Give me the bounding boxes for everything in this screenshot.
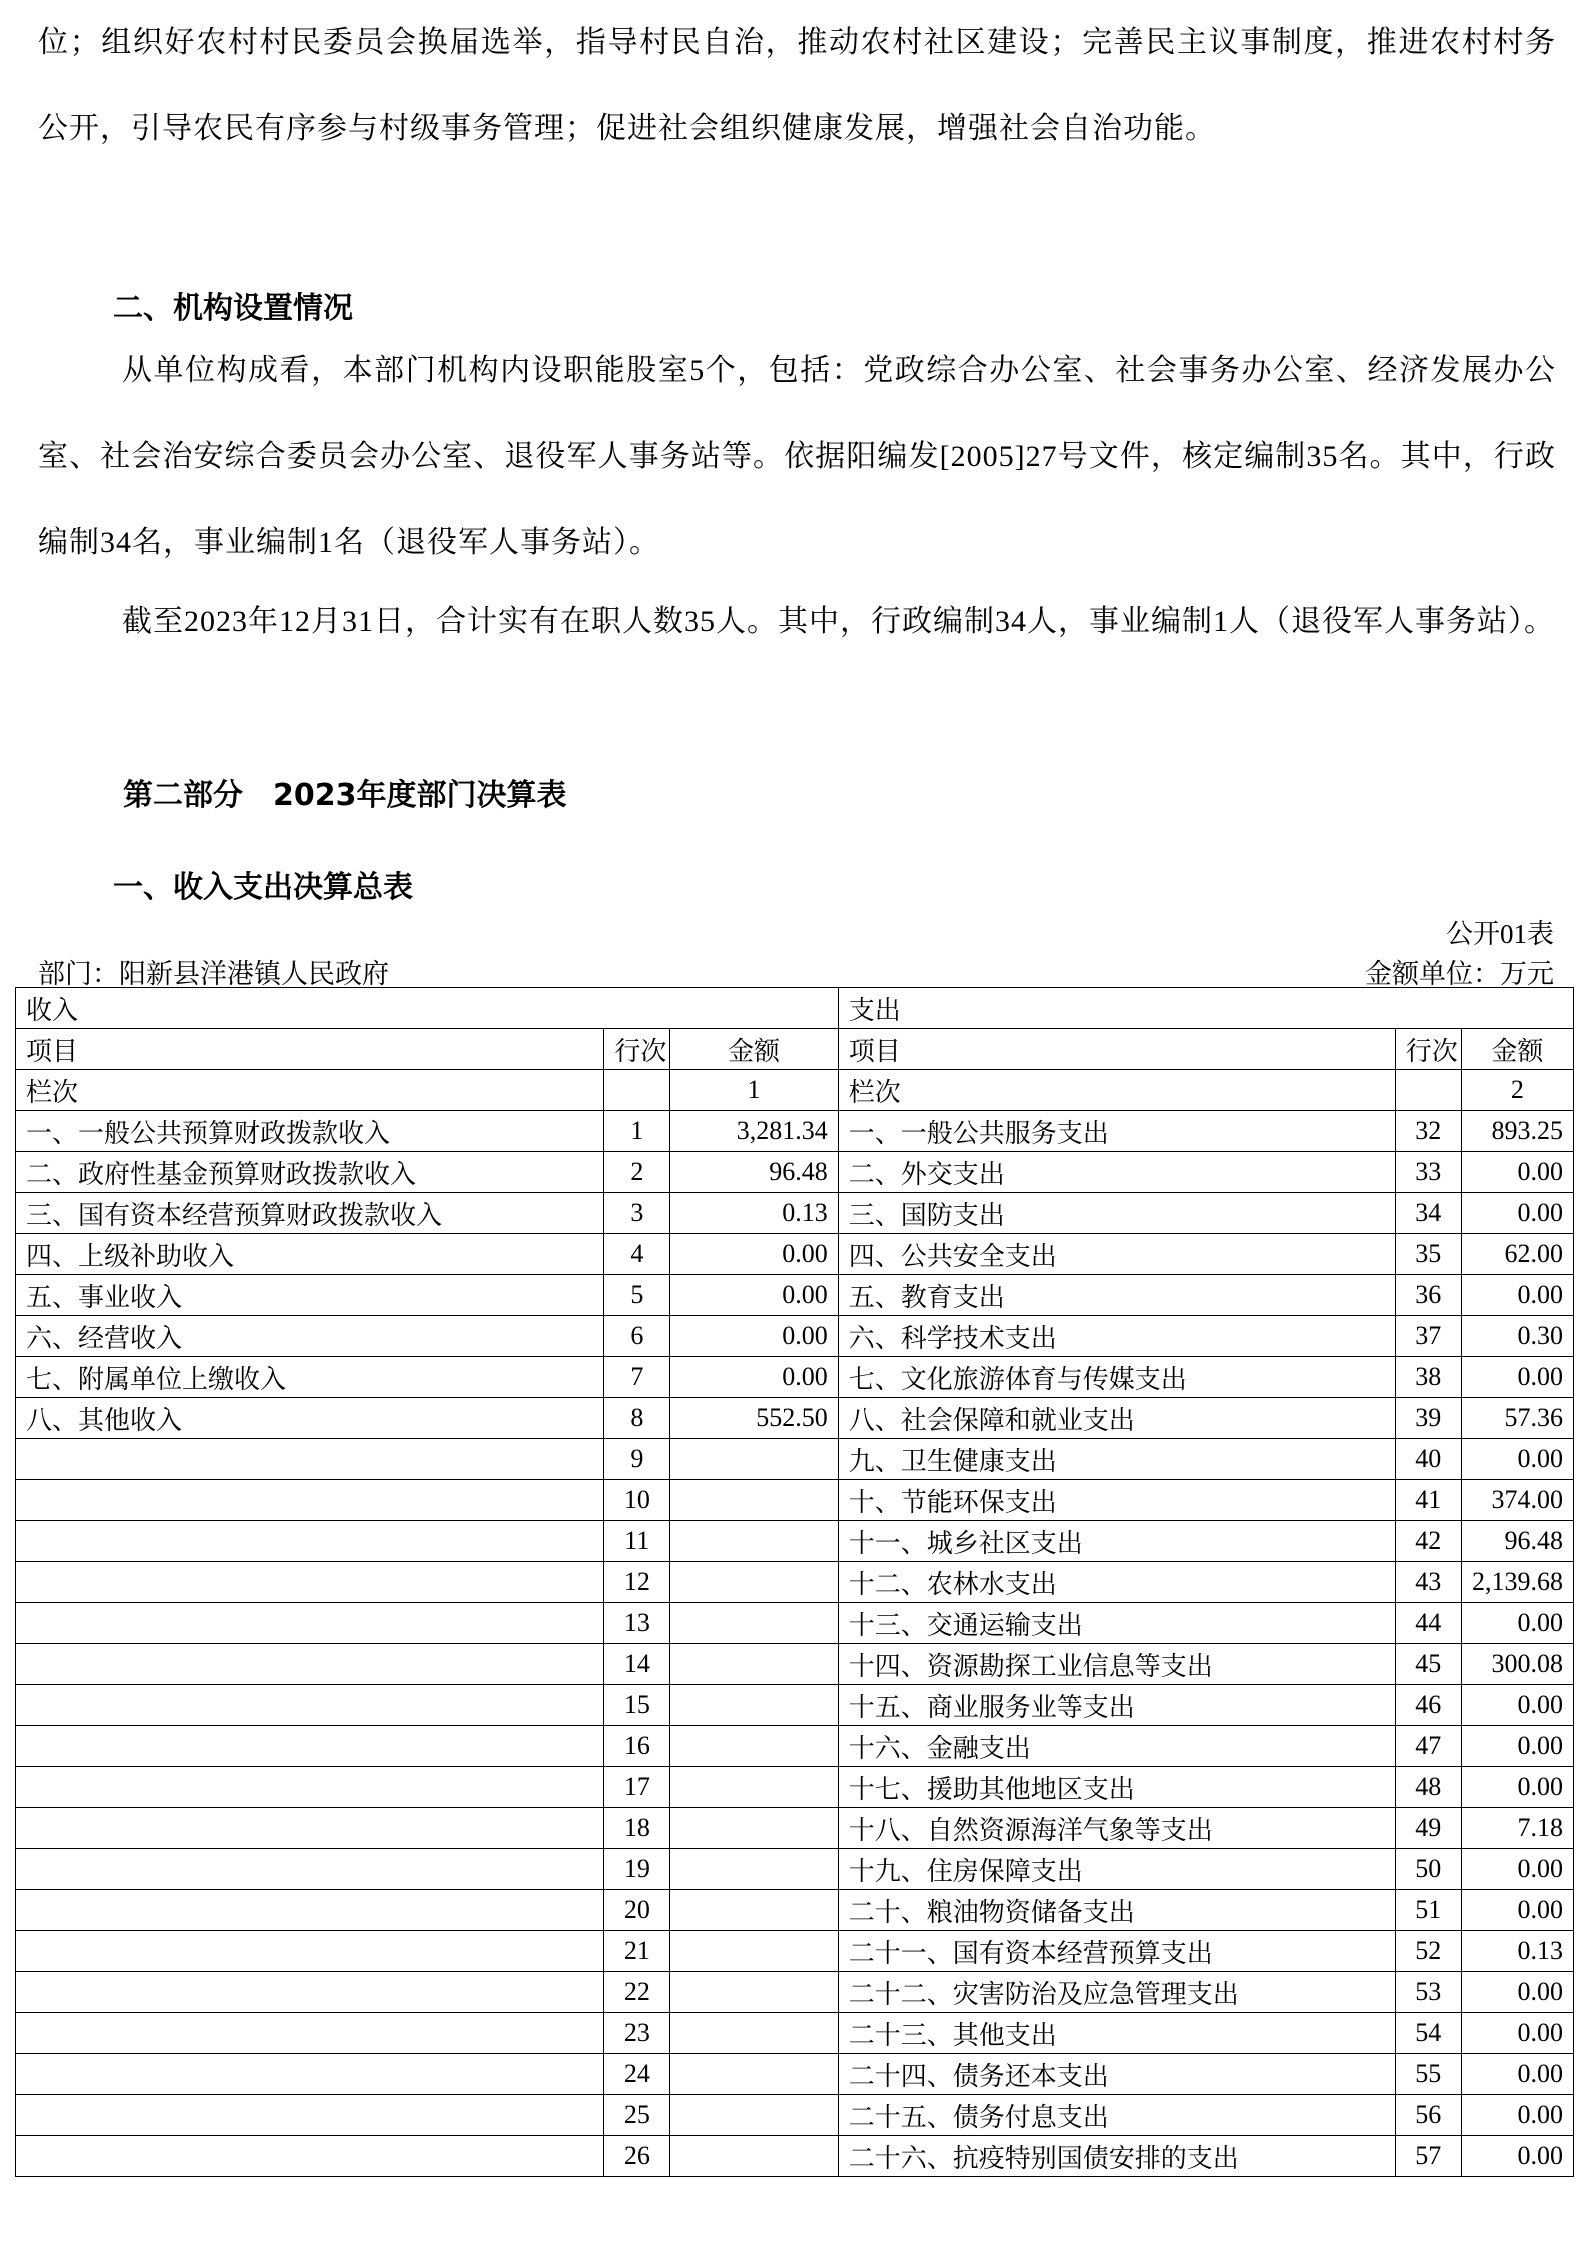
income-item-cell: 七、附属单位上缴收入 [16,1357,604,1398]
income-item-cell: 二、政府性基金预算财政拨款收入 [16,1152,604,1193]
income-row-no-cell: 11 [604,1521,670,1562]
table-row [16,1849,1574,1890]
table-row [16,1521,1574,1562]
amount-unit-label: 金额单位：万元 [1365,959,1554,989]
income-amount-cell [670,1931,838,1972]
table-row [16,1767,1574,1808]
income-amount-cell [670,2136,838,2177]
expense-item-cell: 二十四、债务还本支出 [838,2054,1395,2095]
expense-item-cell: 十五、商业服务业等支出 [838,1685,1395,1726]
expense-row-no-cell: 52 [1395,1931,1461,1972]
part-two-heading: 第二部分 2023年度部门决算表 [123,778,567,813]
income-row-no-cell: 20 [604,1890,670,1931]
income-item-cell: 八、其他收入 [16,1398,604,1439]
expense-amount-cell: 0.00 [1461,1357,1573,1398]
income-amount-cell [670,1890,838,1931]
income-item-cell [16,1931,604,1972]
income-row-no-cell: 22 [604,1972,670,2013]
expense-row-no-cell: 49 [1395,1808,1461,1849]
expense-row-no-cell: 55 [1395,2054,1461,2095]
expense-column-index-label: 栏次 [838,1070,1395,1111]
income-item-cell: 五、事业收入 [16,1275,604,1316]
expense-amount-cell: 0.00 [1461,1972,1573,2013]
expense-item-cell: 十、节能环保支出 [838,1480,1395,1521]
expense-item-cell: 三、国防支出 [838,1193,1395,1234]
income-amount-cell [670,1644,838,1685]
income-item-cell: 四、上级补助收入 [16,1234,604,1275]
expense-item-cell: 四、公共安全支出 [838,1234,1395,1275]
expense-row-no-cell: 54 [1395,2013,1461,2054]
expense-item-cell: 二、外交支出 [838,1152,1395,1193]
expense-row-no-cell: 36 [1395,1275,1461,1316]
expense-row-no-cell: 41 [1395,1480,1461,1521]
expense-row-no-cell: 32 [1395,1111,1461,1152]
expense-amount-cell: 0.00 [1461,1767,1573,1808]
expense-item-cell: 二十三、其他支出 [838,2013,1395,2054]
expense-item-cell: 十七、援助其他地区支出 [838,1767,1395,1808]
table-row [16,1603,1574,1644]
income-amount-cell: 3,281.34 [670,1111,838,1152]
income-column-index: 1 [670,1070,838,1111]
expense-item-cell: 六、科学技术支出 [838,1316,1395,1357]
expense-item-cell: 九、卫生健康支出 [838,1439,1395,1480]
expense-amount-header: 金额 [1461,1029,1573,1070]
expense-item-cell: 七、文化旅游体育与传媒支出 [838,1357,1395,1398]
expense-item-cell: 二十一、国有资本经营预算支出 [838,1931,1395,1972]
expense-item-cell: 十三、交通运输支出 [838,1603,1395,1644]
expense-column-index: 2 [1461,1070,1573,1111]
expense-section-label: 支出 [838,988,1573,1029]
expense-row-no-cell: 56 [1395,2095,1461,2136]
expense-row-no-cell: 42 [1395,1521,1461,1562]
income-amount-cell [670,1603,838,1644]
expense-row-no-cell: 34 [1395,1193,1461,1234]
income-column-index-blank [604,1070,670,1111]
expense-item-cell: 十四、资源勘探工业信息等支出 [838,1644,1395,1685]
expense-amount-cell: 0.00 [1461,1849,1573,1890]
income-amount-cell [670,1808,838,1849]
income-row-no-cell: 7 [604,1357,670,1398]
income-row-no-cell: 6 [604,1316,670,1357]
expense-amount-cell: 0.00 [1461,2136,1573,2177]
expense-amount-cell: 0.00 [1461,1726,1573,1767]
income-row-no-cell: 5 [604,1275,670,1316]
expense-row-no-cell: 48 [1395,1767,1461,1808]
expense-row-no-cell: 57 [1395,2136,1461,2177]
income-item-cell [16,1685,604,1726]
table-row [16,1111,1574,1152]
expense-row-no-cell: 40 [1395,1439,1461,1480]
income-amount-cell: 0.00 [670,1316,838,1357]
expense-amount-cell: 0.00 [1461,1193,1573,1234]
income-amount-cell [670,2095,838,2136]
expense-item-cell: 十六、金融支出 [838,1726,1395,1767]
income-amount-cell [670,1685,838,1726]
income-amount-cell [670,1521,838,1562]
expense-item-cell: 八、社会保障和就业支出 [838,1398,1395,1439]
table-row [16,1152,1574,1193]
income-amount-cell: 0.13 [670,1193,838,1234]
expense-amount-cell: 300.08 [1461,1644,1573,1685]
table-row [16,1234,1574,1275]
income-row-no-cell: 23 [604,2013,670,2054]
expense-row-no-header: 行次 [1395,1029,1461,1070]
income-amount-cell [670,1972,838,2013]
income-item-cell: 一、一般公共预算财政拨款收入 [16,1111,604,1152]
table-row [16,2095,1574,2136]
income-item-cell [16,1890,604,1931]
income-row-no-cell: 15 [604,1685,670,1726]
expense-item-cell: 二十六、抗疫特别国债安排的支出 [838,2136,1395,2177]
income-row-no-cell: 24 [604,2054,670,2095]
expense-amount-cell: 0.00 [1461,2054,1573,2095]
table-row [16,2013,1574,2054]
income-item-cell [16,1726,604,1767]
expense-amount-cell: 893.25 [1461,1111,1573,1152]
intro-paragraph-continuation: 位；组织好农村村民委员会换届选举，指导村民自治，推动农村社区建设；完善民主议事制度，推进农村村务公开，引导农民有序参与村级事务管理；促进社会组织健康发展，增强社会自治功能。 [38,26,1556,145]
expense-row-no-cell: 35 [1395,1234,1461,1275]
income-amount-cell [670,1726,838,1767]
section-heading-organization: 二、机构设置情况 [113,291,353,326]
table-row [16,1316,1574,1357]
income-row-no-cell: 10 [604,1480,670,1521]
expense-amount-cell: 0.00 [1461,2013,1573,2054]
expense-row-no-cell: 53 [1395,1972,1461,2013]
expense-amount-cell: 57.36 [1461,1398,1573,1439]
table-row [16,1685,1574,1726]
income-row-no-cell: 18 [604,1808,670,1849]
expense-item-cell: 十二、农林水支出 [838,1562,1395,1603]
expense-item-cell: 二十、粮油物资储备支出 [838,1890,1395,1931]
income-amount-cell [670,1562,838,1603]
table-row [16,1275,1574,1316]
income-row-no-cell: 13 [604,1603,670,1644]
expense-column-index-blank [1395,1070,1461,1111]
department-label: 部门：阳新县洋港镇人民政府 [38,959,389,989]
income-item-cell [16,2054,604,2095]
income-amount-cell [670,1849,838,1890]
expense-amount-cell: 96.48 [1461,1521,1573,1562]
income-amount-header: 金额 [670,1029,838,1070]
income-row-no-cell: 2 [604,1152,670,1193]
income-row-no-cell: 1 [604,1111,670,1152]
income-item-cell [16,1767,604,1808]
income-item-cell: 三、国有资本经营预算财政拨款收入 [16,1193,604,1234]
income-section-label: 收入 [16,988,839,1029]
expense-amount-cell: 0.00 [1461,2095,1573,2136]
income-item-cell [16,2136,604,2177]
expense-row-no-cell: 39 [1395,1398,1461,1439]
income-item-cell [16,1439,604,1480]
table-row [16,1562,1574,1603]
expense-row-no-cell: 38 [1395,1357,1461,1398]
income-amount-cell: 552.50 [670,1398,838,1439]
table-one-heading: 一、收入支出决算总表 [113,870,413,905]
income-item-cell [16,1521,604,1562]
expense-row-no-cell: 44 [1395,1603,1461,1644]
expense-amount-cell: 0.00 [1461,1275,1573,1316]
table-section-header-row [16,988,1574,1029]
table-row [16,1357,1574,1398]
income-row-no-cell: 3 [604,1193,670,1234]
income-row-no-cell: 21 [604,1931,670,1972]
expense-item-cell: 二十五、债务付息支出 [838,2095,1395,2136]
table-row [16,1931,1574,1972]
income-amount-cell [670,1480,838,1521]
expense-amount-cell: 0.00 [1461,1152,1573,1193]
income-row-no-cell: 19 [604,1849,670,1890]
expense-item-cell: 二十二、灾害防治及应急管理支出 [838,1972,1395,2013]
income-row-no-cell: 25 [604,2095,670,2136]
income-row-no-cell: 14 [604,1644,670,1685]
expense-amount-cell: 7.18 [1461,1808,1573,1849]
income-item-cell [16,2013,604,2054]
income-item-cell [16,1808,604,1849]
expense-item-cell: 十一、城乡社区支出 [838,1521,1395,1562]
table-row [16,1808,1574,1849]
income-amount-cell [670,1767,838,1808]
income-item-cell [16,1644,604,1685]
income-item-cell [16,2095,604,2136]
expense-item-header: 项目 [838,1029,1395,1070]
income-item-cell [16,1562,604,1603]
table-row [16,1193,1574,1234]
income-item-header: 项目 [16,1029,604,1070]
expense-item-cell: 五、教育支出 [838,1275,1395,1316]
table-column-header-row [16,1029,1574,1070]
expense-row-no-cell: 50 [1395,1849,1461,1890]
income-amount-cell [670,2013,838,2054]
income-item-cell: 六、经营收入 [16,1316,604,1357]
expense-item-cell: 十九、住房保障支出 [838,1849,1395,1890]
income-column-index-label: 栏次 [16,1070,604,1111]
expense-amount-cell: 0.00 [1461,1603,1573,1644]
income-row-no-cell: 26 [604,2136,670,2177]
expense-amount-cell: 62.00 [1461,1234,1573,1275]
expense-row-no-cell: 51 [1395,1890,1461,1931]
expense-row-no-cell: 37 [1395,1316,1461,1357]
expense-item-cell: 十八、自然资源海洋气象等支出 [838,1808,1395,1849]
income-item-cell [16,1849,604,1890]
income-row-no-cell: 16 [604,1726,670,1767]
income-row-no-cell: 9 [604,1439,670,1480]
table-row [16,1480,1574,1521]
staff-paragraph: 截至2023年12月31日，合计实有在职人数35人。其中，行政编制34人，事业编制1人（退役军人事务站）。 [122,605,1555,638]
expense-amount-cell: 0.00 [1461,1439,1573,1480]
expense-row-no-cell: 33 [1395,1152,1461,1193]
table-row [16,1972,1574,2013]
income-amount-cell [670,2054,838,2095]
income-amount-cell: 0.00 [670,1275,838,1316]
income-amount-cell: 0.00 [670,1357,838,1398]
income-expense-summary-table [15,987,1574,2177]
organization-paragraph: 从单位构成看，本部门机构内设职能股室5个，包括：党政综合办公室、社会事务办公室、经济发展办公室、社会治安综合委员会办公室、退役军人事务站等。依据阳编发[2005]27号文件，核定编制35名。其中，行政编制34名，事业编制1名（退役军人事务站）。 [38,354,1556,559]
income-item-cell [16,1480,604,1521]
expense-amount-cell: 0.00 [1461,1890,1573,1931]
expense-row-no-cell: 45 [1395,1644,1461,1685]
table-row [16,1398,1574,1439]
expense-item-cell: 一、一般公共服务支出 [838,1111,1395,1152]
table-row [16,2136,1574,2177]
expense-amount-cell: 0.13 [1461,1931,1573,1972]
table-row [16,1890,1574,1931]
expense-amount-cell: 374.00 [1461,1480,1573,1521]
income-row-no-cell: 8 [604,1398,670,1439]
income-row-no-cell: 17 [604,1767,670,1808]
expense-row-no-cell: 46 [1395,1685,1461,1726]
table-row [16,2054,1574,2095]
table-row [16,1726,1574,1767]
expense-amount-cell: 0.00 [1461,1685,1573,1726]
form-number: 公开01表 [1446,919,1554,949]
income-row-no-header: 行次 [604,1029,670,1070]
table-row [16,1439,1574,1480]
income-amount-cell: 0.00 [670,1234,838,1275]
income-row-no-cell: 12 [604,1562,670,1603]
income-amount-cell [670,1439,838,1480]
income-amount-cell: 96.48 [670,1152,838,1193]
table-column-index-row [16,1070,1574,1111]
expense-row-no-cell: 47 [1395,1726,1461,1767]
expense-amount-cell: 2,139.68 [1461,1562,1573,1603]
table-row [16,1644,1574,1685]
expense-amount-cell: 0.30 [1461,1316,1573,1357]
income-item-cell [16,1972,604,2013]
income-row-no-cell: 4 [604,1234,670,1275]
expense-row-no-cell: 43 [1395,1562,1461,1603]
income-item-cell [16,1603,604,1644]
